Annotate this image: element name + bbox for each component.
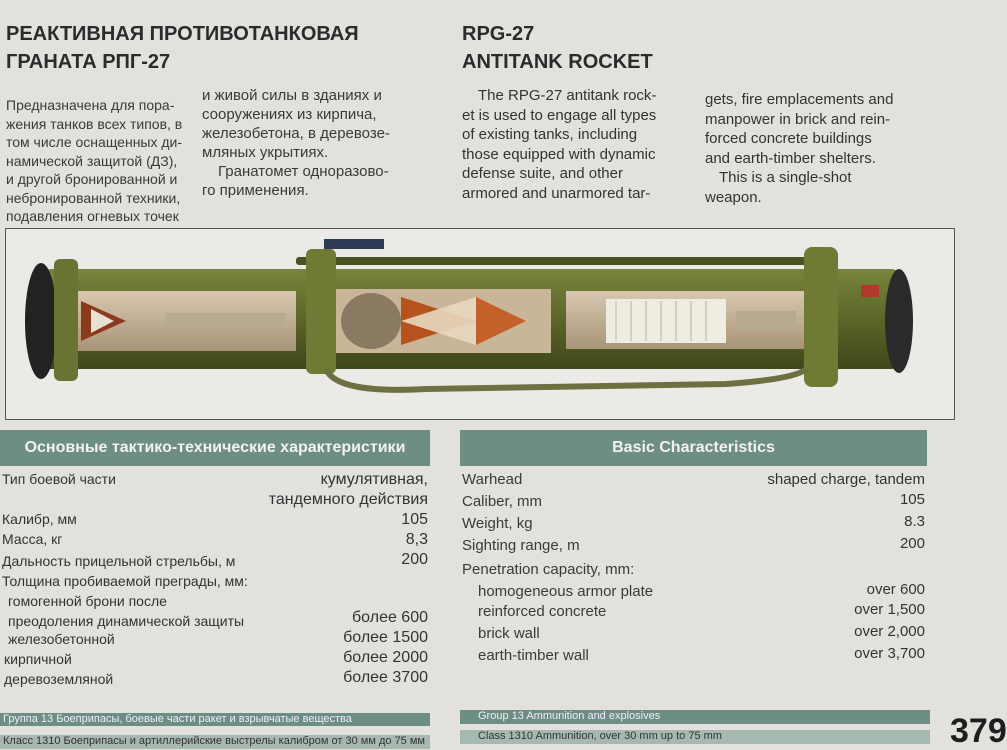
en-row-label: earth-timber wall [478,647,589,664]
ru-row-value: более 3700 [343,669,428,686]
en-row-label: homogeneous armor plate [478,583,654,600]
en-col1-line: et is used to engage all types [462,106,657,124]
ru-row-value: 200 [401,551,428,568]
ru-row-label: Калибр, мм [2,511,77,527]
en-col2-line: weapon. [705,188,762,206]
en-body-col2 [705,90,929,207]
ru-row-label: Масса, кг [2,531,63,547]
en-row-value: 200 [899,535,925,552]
ru-row-label: железобетонной [8,631,115,647]
en-row-value: over 2,000 [854,623,925,640]
en-title [462,22,653,74]
en-col2-line: This is a single-shot [719,169,852,186]
ru-table-header [0,430,430,466]
en-row-value: over 1,500 [854,601,925,618]
en-footer-class-text: Class 1310 Ammunition, over 30 mm up to 75 mm [478,730,722,742]
en-footer-group-text: Group 13 Ammunition and explosives [478,710,661,722]
ru-row-label: Толщина пробиваемой преграды, мм: [2,573,248,589]
en-row-label: Weight, kg [462,515,533,532]
ru-row-value: более 2000 [343,649,428,666]
ru-row-label: Тип боевой части [2,471,116,487]
ru-table-title: Основные тактико-технические характеристики [24,439,406,456]
ru-row-value: более 1500 [343,629,428,646]
ru-col1-line: том числе оснащенных ди- [6,134,183,150]
en-col1-line: those equipped with dynamic [462,145,656,163]
en-title-line2: ANTITANK ROCKET [462,51,653,73]
en-row-value: over 600 [866,581,925,598]
en-row-label: reinforced concrete [478,603,607,620]
ru-col2-line: Гранатомет одноразово- [218,163,389,180]
en-body-col1 [462,86,684,203]
ru-col2-line: мляных укрытиях. [202,144,329,161]
ru-row-value: 105 [401,511,428,528]
en-spec-table [460,468,927,678]
ru-footer-group [0,713,430,726]
page-number: 379 [950,712,1007,750]
ru-col1-line: небронированной техники, [6,189,181,206]
ru-col1-line: и другой бронированной и [6,171,178,187]
en-col1-line: defense suite, and other [462,165,623,182]
en-row-label: Penetration capacity, mm: [462,561,635,578]
ru-title-line1: РЕАКТИВНАЯ ПРОТИВОТАНКОВАЯ [6,23,359,45]
ru-footer-class-text: Класс 1310 Боеприпасы и артиллерийские выстрелы калибром от 30 мм до 75 мм [3,735,425,747]
en-row-label: Sighting range, m [462,537,580,554]
en-table-header [460,430,927,466]
ru-spec-table [0,468,430,688]
ru-row-value: тандемного действия [268,491,428,508]
en-col2-line: manpower in brick and rein- [705,110,891,128]
en-col2-line: forced concrete buildings [705,130,872,147]
ru-row-label: Дальность прицельной стрельбы, м [2,553,236,569]
ru-row-value: более 600 [352,609,428,626]
en-row-value: 8.3 [904,513,925,530]
ru-col2-line: и живой силы в зданиях и [202,87,382,104]
en-row-label: brick wall [478,625,540,642]
en-title-line1: RPG-27 [462,23,535,45]
ru-col1-line: жения танков всех типов, в [6,115,183,132]
ru-row-label: деревоземляной [4,671,114,687]
en-row-label: Warhead [462,471,523,488]
en-col2-line: gets, fire emplacements and [705,91,894,108]
en-footer-class [460,730,930,744]
ru-col1-line: Предназначена для пора- [6,97,175,113]
en-col1-line: armored and unarmored tar- [462,184,651,202]
en-row-value: shaped charge, tandem [767,471,925,488]
ru-col1-line: подавления огневых точек [6,208,179,224]
en-col1-line: of existing tanks, including [462,126,638,143]
ru-row-value: 8,3 [405,531,428,548]
en-col1-line: The RPG-27 antitank rock- [478,87,657,104]
rpg27-cutaway-image [6,229,954,419]
ru-body-col1 [6,96,183,226]
ru-title [6,22,359,74]
en-table-title: Basic Characteristics [612,439,775,456]
en-footer-group [460,710,930,724]
ru-row-label: кирпичной [4,651,72,667]
en-row-value: 105 [899,491,925,508]
ru-col1-line: намической защитой (ДЗ), [6,152,178,169]
ru-col2-line: железобетона, в деревозе- [202,125,390,142]
ru-row-value: кумулятивная, [320,471,428,488]
en-col2-line: and earth-timber shelters. [705,149,876,167]
ru-footer-class [0,735,430,749]
en-row-label: Caliber, mm [462,493,543,510]
ru-col2-line: го применения. [202,182,309,199]
ru-body-col2 [202,86,428,200]
ru-footer-group-text: Группа 13 Боеприпасы, боевые части ракет и взрывчатые вещества [3,713,352,725]
ru-title-line2: ГРАНАТА РПГ-27 [6,51,171,73]
en-row-value: over 3,700 [854,645,925,662]
ru-row-label: гомогенной брони после [8,593,167,609]
ru-col2-line: сооружениях из кирпича, [202,106,377,123]
ru-row-label: преодоления динамической защиты [8,613,245,629]
rpg27-photo [5,228,955,420]
